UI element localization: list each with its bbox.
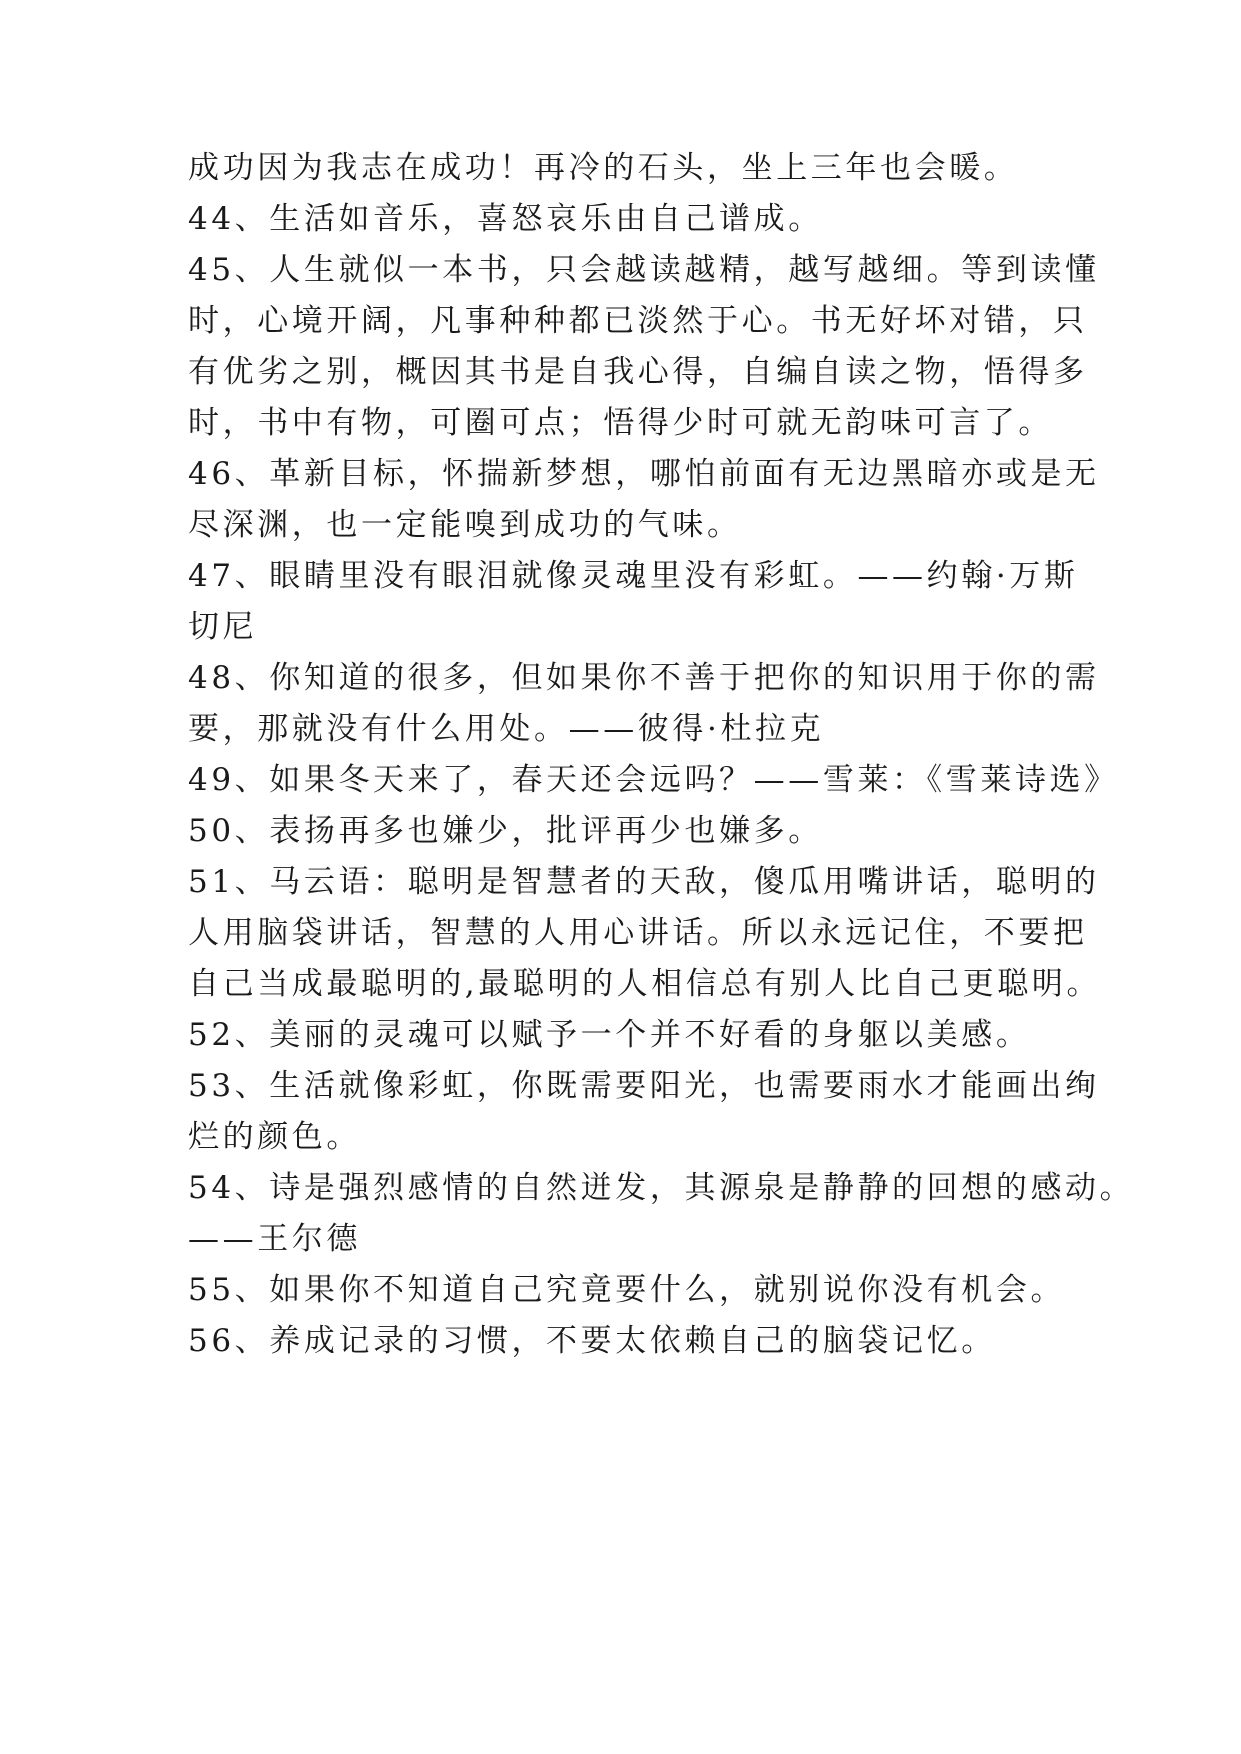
text-line: 56、养成记录的习惯，不要太依赖自己的脑袋记忆。 (188, 1323, 996, 1359)
text-line: ——王尔德 (188, 1221, 361, 1257)
text-line: 切尼 (188, 609, 258, 645)
text-line: 44、生活如音乐，喜怒哀乐由自己谱成。 (188, 201, 823, 237)
text-line: 49、如果冬天来了，春天还会远吗？——雪莱：《雪莱诗选》 (188, 762, 1119, 798)
text-line: 51、马云语：聪明是智慧者的天敌，傻瓜用嘴讲话，聪明的 (188, 864, 1100, 900)
text-line: 有优劣之别，概因其书是自我心得，自编自读之物，悟得多 (188, 354, 1088, 390)
text-line: 时，书中有物，可圈可点；悟得少时可就无韵味可言了。 (188, 405, 1053, 441)
text-line: 人用脑袋讲话，智慧的人用心讲话。所以永远记住，不要把 (188, 915, 1088, 951)
text-line: 52、美丽的灵魂可以赋予一个并不好看的身躯以美感。 (188, 1017, 1031, 1053)
text-line: 50、表扬再多也嫌少，批评再少也嫌多。 (188, 813, 823, 849)
text-line: 要，那就没有什么用处。——彼得·杜拉克 (188, 711, 825, 747)
text-line: 55、如果你不知道自己究竟要什么，就别说你没有机会。 (188, 1272, 1066, 1308)
text-line: 53、生活就像彩虹，你既需要阳光，也需要雨水才能画出绚 (188, 1068, 1100, 1104)
text-line: 46、革新目标，怀揣新梦想，哪怕前面有无边黑暗亦或是无 (188, 456, 1100, 492)
text-line: 45、人生就似一本书，只会越读越精，越写越细。等到读懂 (188, 252, 1100, 288)
text-line: 时，心境开阔，凡事种种都已淡然于心。书无好坏对错，只 (188, 303, 1088, 339)
text-line: 尽深渊，也一定能嗅到成功的气味。 (188, 507, 742, 543)
text-line: 烂的颜色。 (188, 1119, 361, 1155)
text-line: 48、你知道的很多，但如果你不善于把你的知识用于你的需 (188, 660, 1100, 696)
text-line: 自己当成最聪明的,最聪明的人相信总有别人比自己更聪明。 (188, 966, 1102, 1002)
text-line: 47、眼睛里没有眼泪就像灵魂里没有彩虹。——约翰·万斯 (188, 558, 1079, 594)
text-line: 成功因为我志在成功！再冷的石头，坐上三年也会暖。 (188, 150, 1019, 186)
text-line: 54、诗是强烈感情的自然迸发，其源泉是静静的回想的感动。 (188, 1170, 1135, 1206)
